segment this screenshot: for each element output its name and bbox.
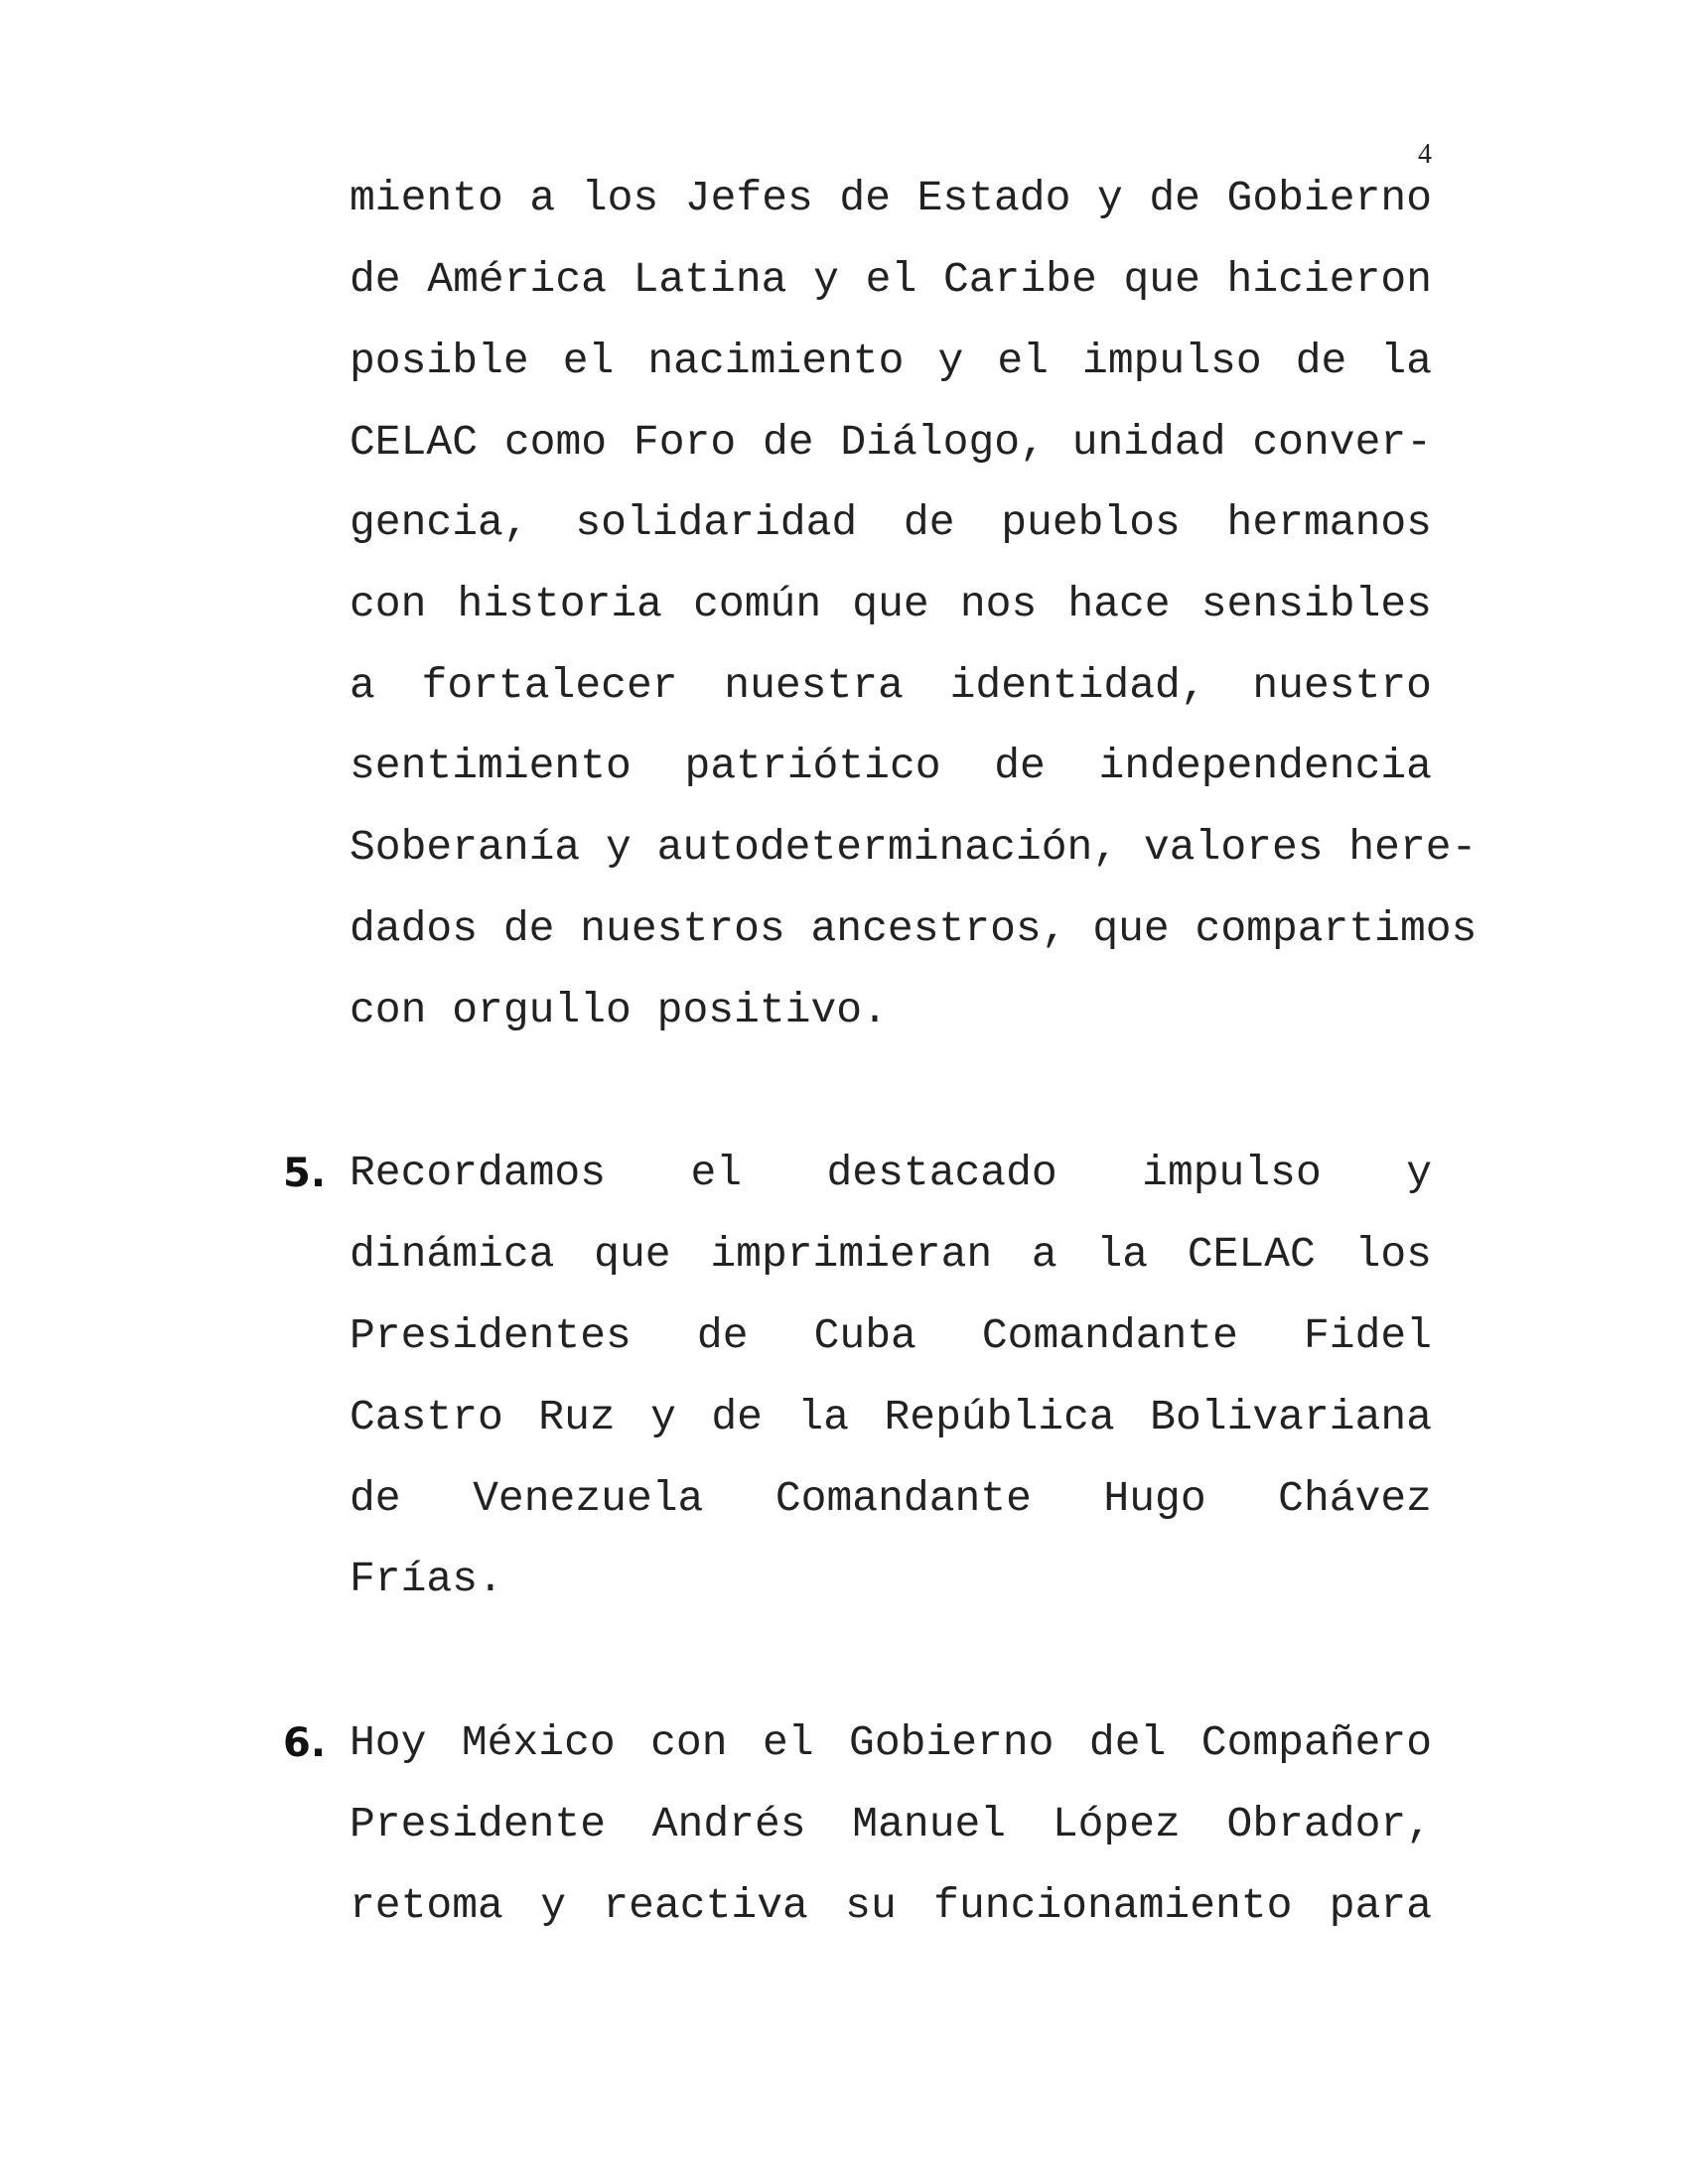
text-line: Hoy México con el Gobierno del Compañero — [350, 1718, 1432, 1767]
text-line: con historia común que nos hace sensibles — [350, 580, 1432, 628]
text-line: dinámica que imprimieran a la CELAC los — [350, 1230, 1432, 1279]
text-line: retoma y reactiva su funcionamiento para — [350, 1881, 1432, 1930]
page-number: 4 — [1418, 139, 1432, 170]
item-number: 6. — [283, 1720, 327, 1766]
text-line: de Venezuela Comandante Hugo Chávez — [350, 1474, 1432, 1523]
item-number: 5. — [283, 1151, 327, 1196]
text-line: gencia, solidaridad de pueblos hermanos — [350, 498, 1432, 547]
text-line: miento a los Jefes de Estado y de Gobierno — [350, 174, 1432, 222]
text-line: con orgullo positivo. — [350, 986, 888, 1034]
text-line: Castro Ruz y de la República Bolivariana — [350, 1393, 1432, 1441]
text-line: Presidentes de Cuba Comandante Fidel — [350, 1311, 1432, 1360]
text-line: dados de nuestros ancestros, que compartimos — [350, 904, 1477, 953]
text-line: a fortalecer nuestra identidad, nuestro — [350, 661, 1432, 710]
text-line: Recordamos el destacado impulso y — [350, 1149, 1432, 1197]
text-line: Soberanía y autodeterminación, valores here- — [350, 823, 1477, 872]
text-line: CELAC como Foro de Diálogo, unidad conver- — [350, 418, 1432, 467]
text-line: sentimiento patriótico de independencia — [350, 742, 1432, 790]
text-line: posible el nacimiento y el impulso de la — [350, 337, 1432, 385]
text-line: de América Latina y el Caribe que hicieron — [350, 255, 1432, 304]
text-line: Presidente Andrés Manuel López Obrador, — [350, 1800, 1432, 1848]
text-line: Frías. — [350, 1555, 503, 1603]
